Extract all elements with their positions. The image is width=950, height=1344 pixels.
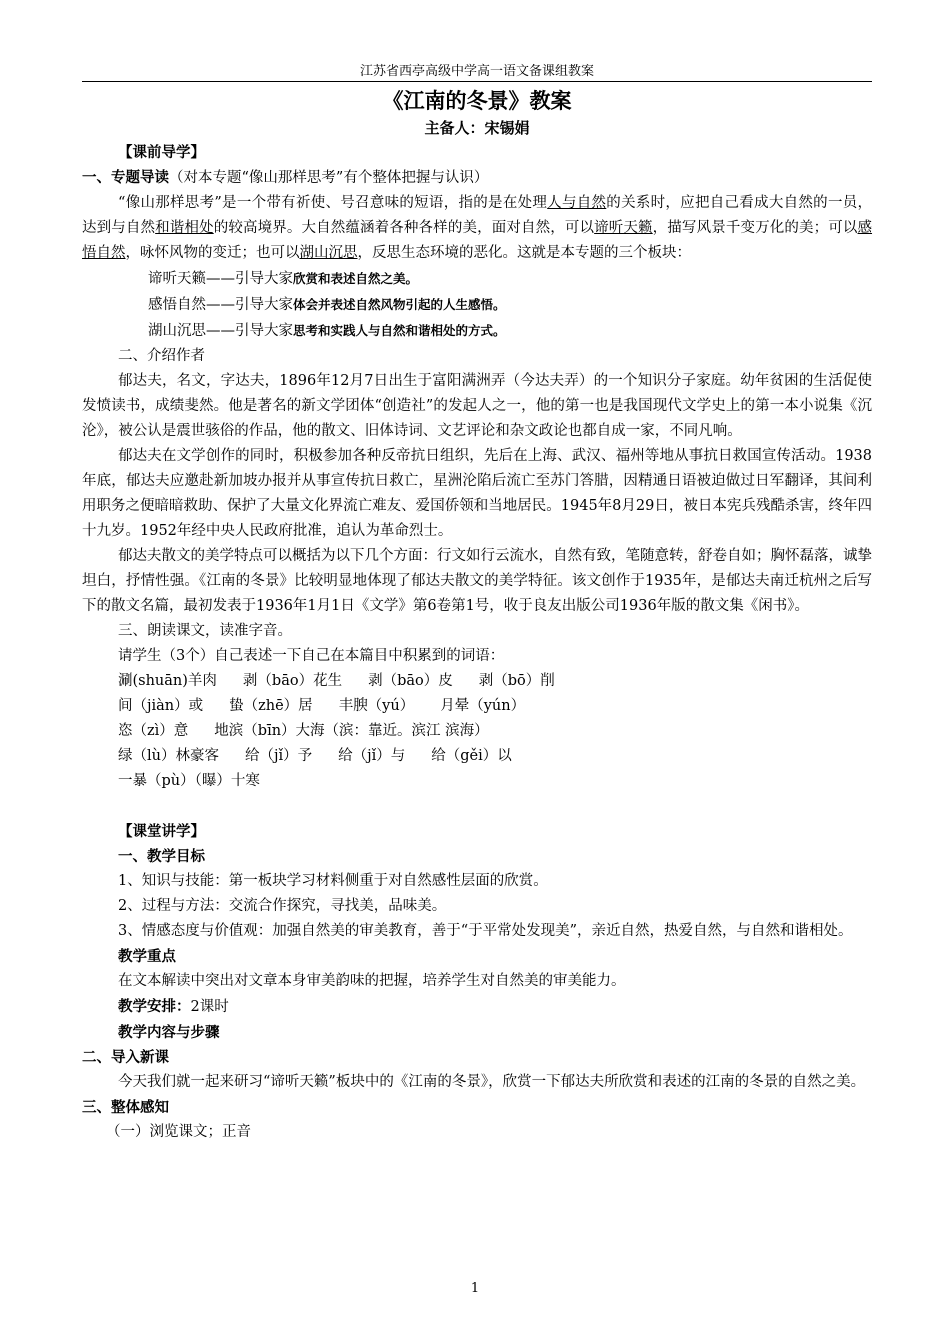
section-author-title: 二、介绍作者	[118, 348, 205, 364]
underlined-term: 人与自然	[547, 195, 607, 211]
block-item: 谛听天籁——引导大家欣赏和表述自然之美。	[148, 271, 419, 287]
author-paragraph: 郁达夫，名文，字达夫，1896年12月7日出生于富阳满洲弄（今达夫弄）的一个知识分子家庭。幼年贫困的生活促使发愤读书，成绩斐然。他是著名的新文学团体“创造社”的发起人之一，他的第一也是我国现代文学史上的第一本小说集《沉沦》，被公认是震世骇俗的作品，他的散文、旧体诗词、文艺评论和杂文政论也都自成一家，不同凡响。	[82, 373, 872, 439]
vocab-row	[82, 719, 872, 744]
page-number: 1	[470, 1281, 480, 1296]
underlined-term: 谛听天籁	[594, 220, 653, 236]
vocab-item: 给（jǐ）与	[338, 748, 406, 764]
in-class-heading: 【课堂讲学】	[118, 823, 205, 840]
underlined-term: 和谐相处	[155, 220, 214, 236]
section-title: 一、专题导读	[82, 169, 169, 186]
steps-title: 教学内容与步骤	[118, 1024, 220, 1041]
vocab-item: 蛰（zhē）居	[229, 698, 313, 714]
spacer	[82, 794, 872, 819]
document-title: 《江南的冬景》教案	[382, 88, 572, 113]
vocab-row	[82, 744, 872, 769]
vocab-item: 给（gěi）以	[431, 748, 512, 764]
section-intro-title: 二、导入新课	[82, 1049, 169, 1066]
key-points-title: 教学重点	[118, 948, 176, 965]
pre-class-heading: 【课前导学】	[118, 144, 205, 161]
vocab-row	[82, 769, 872, 794]
vocab-row	[82, 669, 872, 694]
schedule-line: 教学安排：2课时	[118, 998, 229, 1015]
vocab-item: 涮(shuān)羊肉	[118, 673, 217, 689]
underlined-term: 湖山沉思	[299, 245, 358, 261]
block-item: 感悟自然——引导大家体会并表述自然风物引起的人生感悟。	[148, 297, 506, 313]
vocab-item: 间（jiàn）或	[118, 698, 204, 714]
vocab-item: 剥（bāo）皮	[368, 673, 453, 689]
author-line: 主备人：宋锡娟	[424, 119, 530, 137]
block-item: 湖山沉思——引导大家思考和实践人与自然和谐相处的方式。	[148, 323, 506, 339]
section-note: （对本专题“像山那样思考”有个整体把握与认识）	[169, 170, 489, 186]
vocab-item: 月晕（yún）	[440, 698, 526, 714]
vocab-item: 剥（bō）削	[478, 673, 555, 689]
running-header: 江苏省西亭高级中学高一语文备课组教案	[82, 64, 872, 82]
intro-paragraph: 今天我们就一起来研习“谛听天籁”板块中的《江南的冬景》，欣赏一下郁达夫所欣赏和表述的江南的冬景的自然之美。	[118, 1074, 866, 1090]
section-goals-title: 一、教学目标	[118, 848, 205, 865]
vocab-item: 剥（bāo）花生	[242, 673, 343, 689]
goal-item: 1、知识与技能：第一板块学习材料侧重于对自然感性层面的欣赏。	[118, 873, 548, 889]
underlined-term: 感悟自然	[82, 220, 873, 261]
author-paragraph: 郁达夫在文学创作的同时，积极参加各种反帝抗日组织，先后在上海、武汉、福州等地从事抗日救国宣传活动。1938年底，郁达夫应邀赴新加坡办报并从事宣传抗日救亡，星洲沦陷后流亡至苏门答腊，因精通日语被迫做过日军翻译，其间利用职务之便暗暗救助、保护了大量文化界流亡难友、爱国侨领和当地居民。1945年8月29日，被日本宪兵残酷杀害，终年四十九岁。1952年经中央人民政府批准，追认为革命烈士。	[82, 448, 872, 539]
topic-paragraph: “像山那样思考”是一个带有祈使、号召意味的短语，指的是在处理人与自然的关系时，应把自己看成大自然的一员，达到与自然和谐相处的较高境界。大自然蕴涵着各种各样的美，面对自然，可以谛听天籁，描写风景千变万化的美；可以感悟自然，咏怀风物的变迁；也可以湖山沉思，反思生态环境的恶化。这就是本专题的三个板块：	[82, 195, 873, 261]
vocab-item: 地滨（bīn）大海（滨：靠近。滨江 滨海）	[214, 723, 489, 739]
vocab-item: 给（jǐ）予	[244, 748, 313, 764]
vocab-row	[82, 694, 872, 719]
document-body	[82, 86, 872, 1145]
goal-item: 2、过程与方法：交流合作探究，寻找美，品味美。	[118, 898, 447, 914]
goal-item: 3、情感态度与价值观：加强自然美的审美教育，善于“于平常处发现美”，亲近自然，热爱自然，与自然和谐相处。	[118, 923, 853, 939]
vocab-item: 丰腴（yú）	[338, 698, 415, 714]
vocab-item: 一暴（pù）（曝）十寒	[118, 773, 260, 789]
vocab-item: 恣（zì）意	[118, 723, 189, 739]
key-points-text: 在文本解读中突出对文章本身审美韵味的把握，培养学生对自然美的审美能力。	[118, 973, 626, 989]
author-paragraph: 郁达夫散文的美学特点可以概括为以下几个方面：行文如行云流水，自然有致，笔随意转，舒卷自如；胸怀磊落，诚挚坦白，抒情性强。《江南的冬景》比较明显地体现了郁达夫散文的美学特征。该文创作于1935年，是郁达夫南迁杭州之后写下的散文名篇，最初发表于1936年1月1日《文学》第6卷第1号，收于良友出版公司1936年版的散文集《闲书》。	[82, 548, 872, 614]
section-topic-guide	[82, 165, 872, 191]
subsection-item: （一）浏览课文；正音	[106, 1124, 251, 1140]
vocab-item: 绿（lù）林豪客	[118, 748, 219, 764]
section-reading-title: 三、朗读课文，读准字音。	[118, 623, 292, 639]
section-overview-title: 三、整体感知	[82, 1099, 169, 1116]
vocab-instruction: 请学生（3个）自己表述一下自己在本篇目中积累到的词语：	[118, 648, 505, 664]
